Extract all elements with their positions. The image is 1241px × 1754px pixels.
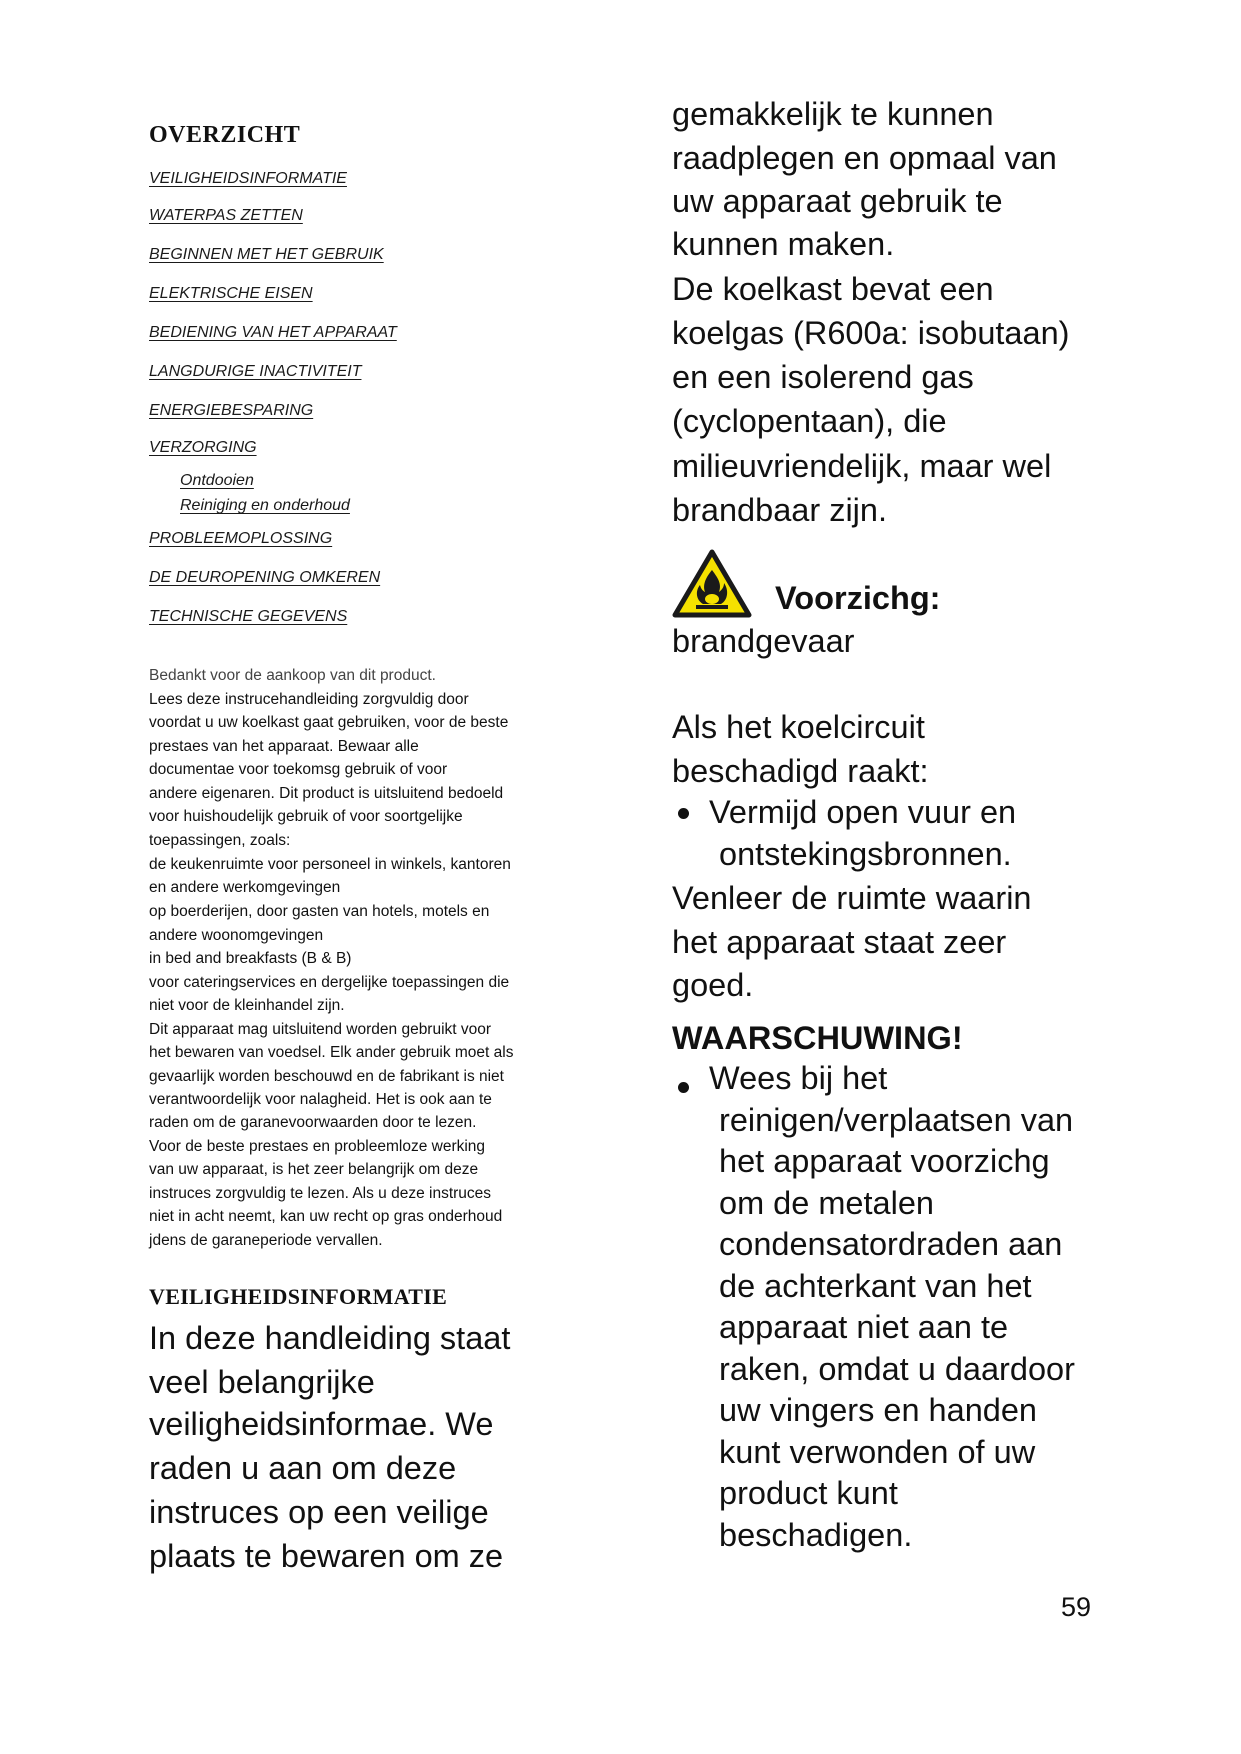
- toc-link-energiebesparing[interactable]: ENERGIEBESPARING: [149, 402, 314, 419]
- bullet-line: product kunt: [719, 1475, 898, 1511]
- bullet-line: uw vingers en handen: [719, 1392, 1038, 1428]
- continuation-line: raadplegen en opmaal van: [672, 140, 1057, 176]
- bullet-line: om de metalen: [719, 1185, 934, 1221]
- toc-link-elektrische-eisen[interactable]: ELEKTRISCHE EISEN: [149, 285, 313, 302]
- toc-link-veiligheidsinformatie[interactable]: VEILIGHEIDSINFORMATIE: [149, 170, 347, 187]
- safety-line: veel belangrijke: [149, 1364, 375, 1400]
- toc-link-reiniging-en-onderhoud[interactable]: Reiniging en onderhoud: [180, 497, 350, 514]
- toc-link-verzorging[interactable]: VERZORGING: [149, 439, 257, 456]
- intro-line: Voor de beste prestaes en probleemloze werking: [149, 1138, 486, 1155]
- safety-line: veiligheidsinformae. We: [149, 1406, 494, 1442]
- caution-text: brandgevaar: [672, 623, 855, 659]
- continuation-line: (cyclopentaan), die: [672, 403, 947, 439]
- intro-line: Dit apparaat mag uitsluitend worden gebruikt voor: [149, 1021, 492, 1038]
- intro-line: gevaarlijk worden beschouwd en de fabrikant is niet: [149, 1068, 504, 1085]
- toc-link-langdurige-inactiviteit[interactable]: LANGDURIGE INACTIVITEIT: [149, 363, 362, 380]
- safety-line: raden u aan om deze: [149, 1450, 457, 1486]
- safety-line: In deze handleiding staat: [149, 1320, 511, 1356]
- safety-line: plaats te bewaren om ze: [149, 1538, 504, 1574]
- safety-heading: VEILIGHEIDSINFORMATIE: [149, 1284, 448, 1309]
- page-number: 59: [1061, 1592, 1092, 1622]
- intro-line: het bewaren van voedsel. Elk ander gebruik moet als: [149, 1044, 514, 1061]
- intro-line: Lees deze instrucehandleiding zorgvuldig door: [149, 691, 469, 708]
- intro-line: jdens de garaneperiode vervallen.: [149, 1232, 383, 1249]
- bullet-line: ontstekingsbronnen.: [719, 836, 1012, 872]
- intro-line: andere woonomgevingen: [149, 927, 324, 944]
- intro-line: en andere werkomgevingen: [149, 879, 341, 896]
- bullet-icon: [678, 808, 689, 819]
- warning-heading: WAARSCHUWING!: [672, 1020, 963, 1056]
- bullet-line: reinigen/verplaatsen van: [719, 1102, 1074, 1138]
- safety-line: instruces op een veilige: [149, 1494, 489, 1530]
- intro-line: verantwoordelijk voor nalagheid. Het is ook aan te: [149, 1091, 492, 1108]
- continuation-line: en een isolerend gas: [672, 359, 974, 395]
- bullet-icon: [678, 1082, 689, 1093]
- circuit-line: Als het koelcircuit: [672, 709, 925, 745]
- continuation-line: brandbaar zijn.: [672, 492, 887, 528]
- circuit-line: beschadigd raakt:: [672, 753, 929, 789]
- bullet-line: condensatordraden aan: [719, 1226, 1063, 1262]
- toc-link-de-deuropening-omkeren[interactable]: DE DEUROPENING OMKEREN: [149, 569, 381, 586]
- intro-line: in bed and breakfasts (B & B): [149, 950, 352, 967]
- continuation-line: uw apparaat gebruik te: [672, 183, 1003, 219]
- caution-label: Voorzichg:: [775, 580, 941, 616]
- intro-line: instruces zorgvuldig te lezen. Als u deze instruces: [149, 1185, 492, 1202]
- intro-line: van uw apparaat, is het zeer belangrijk om deze: [149, 1161, 479, 1178]
- toc-link-beginnen-met-het-gebruik[interactable]: BEGINNEN MET HET GEBRUIK: [149, 246, 384, 263]
- bullet-line: beschadigen.: [719, 1517, 913, 1553]
- ventilate-line: het apparaat staat zeer: [672, 924, 1007, 960]
- intro-line: Bedankt voor de aankoop van dit product.: [149, 667, 436, 684]
- continuation-line: gemakkelijk te kunnen: [672, 96, 994, 132]
- toc-link-ontdooien[interactable]: Ontdooien: [180, 472, 254, 489]
- ventilate-line: goed.: [672, 967, 754, 1003]
- intro-line: voor cateringservices en dergelijke toepassingen die: [149, 974, 510, 991]
- intro-line: andere eigenaren. Dit product is uitsluitend bedoeld: [149, 785, 504, 802]
- continuation-line: koelgas (R600a: isobutaan): [672, 315, 1070, 351]
- intro-line: op boerderijen, door gasten van hotels, motels en: [149, 903, 490, 920]
- intro-line: raden om de garanevoorwaarden door te lezen.: [149, 1114, 477, 1131]
- bullet-line: het apparaat voorzichg: [719, 1143, 1050, 1179]
- toc-link-bediening-van-het-apparaat[interactable]: BEDIENING VAN HET APPARAAT: [149, 324, 397, 341]
- continuation-line: kunnen maken.: [672, 226, 895, 262]
- bullet-line: Vermijd open vuur en: [709, 794, 1017, 830]
- ventilate-line: Venleer de ruimte waarin: [672, 880, 1032, 916]
- bullet-line: Wees bij het: [709, 1060, 888, 1096]
- intro-line: de keukenruimte voor personeel in winkels, kantoren: [149, 856, 511, 873]
- intro-line: toepassingen, zoals:: [149, 832, 291, 849]
- intro-line: documentae voor toekomsg gebruik of voor: [149, 761, 448, 778]
- bullet-line: raken, omdat u daardoor: [719, 1351, 1075, 1387]
- continuation-line: milieuvriendelijk, maar wel: [672, 448, 1052, 484]
- intro-line: niet voor de kleinhandel zijn.: [149, 997, 345, 1014]
- toc-title: OVERZICHT: [149, 122, 301, 148]
- intro-line: niet in acht neemt, kan uw recht op gras onderhoud: [149, 1208, 503, 1225]
- bullet-line: apparaat niet aan te: [719, 1309, 1009, 1345]
- intro-line: prestaes van het apparaat. Bewaar alle: [149, 738, 419, 755]
- continuation-line: De koelkast bevat een: [672, 271, 994, 307]
- toc-link-probleemoplossing[interactable]: PROBLEEMOPLOSSING: [149, 530, 333, 547]
- bullet-line: kunt verwonden of uw: [719, 1434, 1036, 1470]
- intro-line: voor huishoudelijk gebruik of voor soortgelijke: [149, 808, 463, 825]
- intro-line: voordat u uw koelkast gaat gebruiken, voor de beste: [149, 714, 509, 731]
- toc-link-technische-gegevens[interactable]: TECHNISCHE GEGEVENS: [149, 608, 348, 625]
- bullet-line: de achterkant van het: [719, 1268, 1032, 1304]
- toc-link-waterpas-zetten[interactable]: WATERPAS ZETTEN: [149, 207, 303, 224]
- flammable-warning-icon: [672, 548, 752, 618]
